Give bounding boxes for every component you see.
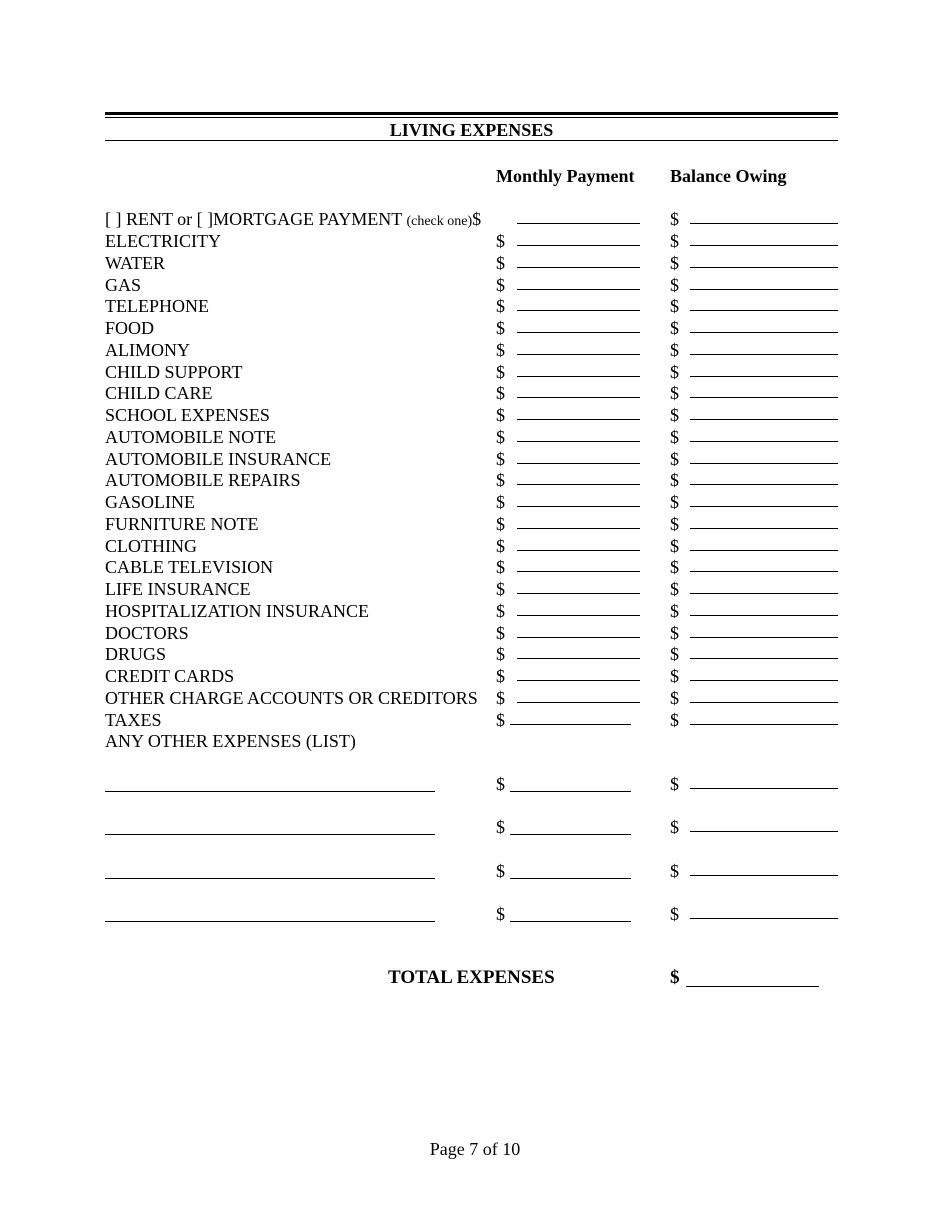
balance-currency: $ xyxy=(670,209,679,229)
balance-owing-field[interactable] xyxy=(690,245,838,246)
balance-currency: $ xyxy=(670,361,679,382)
monthly-currency: $ xyxy=(496,904,505,924)
page-footer: Page 7 of 10 xyxy=(429,1139,521,1159)
monthly-currency: $ xyxy=(496,426,505,447)
monthly-payment-field[interactable] xyxy=(517,702,640,703)
expense-row xyxy=(0,339,950,361)
expense-row xyxy=(0,404,950,426)
monthly-payment-field[interactable] xyxy=(517,658,640,659)
monthly-payment-field[interactable] xyxy=(517,463,640,464)
monthly-payment-field[interactable] xyxy=(510,791,631,792)
balance-owing-field[interactable] xyxy=(690,550,838,551)
expense-row xyxy=(0,600,950,622)
balance-owing-field[interactable] xyxy=(690,332,838,333)
balance-owing-field[interactable] xyxy=(690,376,838,377)
expense-row xyxy=(0,578,950,600)
check-one-note: (check one) xyxy=(406,214,473,229)
balance-owing-field[interactable] xyxy=(690,918,838,919)
monthly-currency: $ xyxy=(496,383,505,404)
other-expense-description-field[interactable] xyxy=(105,878,435,879)
expense-label: FURNITURE NOTE xyxy=(105,513,259,534)
balance-owing-field[interactable] xyxy=(690,528,838,529)
monthly-payment-field[interactable] xyxy=(517,397,640,398)
monthly-payment-field[interactable] xyxy=(517,267,640,268)
balance-owing-field[interactable] xyxy=(690,724,838,725)
expense-row-rent-mortgage xyxy=(0,208,950,230)
balance-owing-field[interactable] xyxy=(690,484,838,485)
balance-owing-field[interactable] xyxy=(690,875,838,876)
monthly-currency: $ xyxy=(496,861,505,881)
expense-label: OTHER CHARGE ACCOUNTS OR CREDITORS xyxy=(105,687,478,708)
monthly-currency: $ xyxy=(496,470,505,491)
monthly-payment-field[interactable] xyxy=(517,419,640,420)
top-thin-rule xyxy=(105,117,838,118)
balance-currency: $ xyxy=(670,579,679,599)
balance-currency: $ xyxy=(670,904,679,924)
balance-owing-header: Balance Owing xyxy=(670,166,787,186)
expense-label: ELECTRICITY xyxy=(105,231,221,251)
balance-owing-field[interactable] xyxy=(690,354,838,355)
balance-currency: $ xyxy=(670,383,679,404)
monthly-payment-field[interactable] xyxy=(510,834,631,835)
expense-row xyxy=(0,426,950,448)
balance-currency: $ xyxy=(670,513,679,534)
monthly-payment-field[interactable] xyxy=(517,680,640,681)
balance-currency: $ xyxy=(670,470,679,491)
balance-currency: $ xyxy=(670,339,679,360)
monthly-currency: $ xyxy=(496,535,505,556)
monthly-currency: $ xyxy=(496,361,505,382)
monthly-payment-field[interactable] xyxy=(510,724,631,725)
monthly-currency: $ xyxy=(496,252,505,273)
expense-row xyxy=(0,361,950,383)
balance-currency: $ xyxy=(670,448,679,469)
expense-row xyxy=(0,513,950,535)
expense-row xyxy=(0,556,950,578)
expense-label: CREDIT CARDS xyxy=(105,666,235,686)
balance-owing-field[interactable] xyxy=(690,289,838,290)
monthly-currency: $ xyxy=(496,557,505,578)
monthly-currency: $ xyxy=(496,339,505,360)
monthly-payment-field[interactable] xyxy=(517,376,640,377)
balance-owing-field[interactable] xyxy=(690,419,838,420)
monthly-payment-field[interactable] xyxy=(517,441,640,442)
expense-label: GASOLINE xyxy=(105,492,195,512)
expense-row xyxy=(0,491,950,513)
balance-owing-field[interactable] xyxy=(690,506,838,507)
balance-currency: $ xyxy=(670,274,679,295)
expense-label: DOCTORS xyxy=(105,622,189,643)
total-currency: $ xyxy=(670,967,680,988)
other-expense-description-field[interactable] xyxy=(105,791,435,792)
balance-owing-field[interactable] xyxy=(690,658,838,659)
balance-currency: $ xyxy=(670,687,679,708)
balance-owing-field[interactable] xyxy=(690,593,838,594)
monthly-currency: $ xyxy=(496,666,505,686)
expense-row xyxy=(0,448,950,470)
top-double-rule xyxy=(105,112,838,115)
expense-label: ALIMONY xyxy=(105,339,190,360)
balance-owing-field[interactable] xyxy=(690,310,838,311)
balance-owing-field[interactable] xyxy=(690,267,838,268)
monthly-payment-header: Monthly Payment xyxy=(496,166,635,186)
balance-owing-field[interactable] xyxy=(690,571,838,572)
balance-owing-field[interactable] xyxy=(690,615,838,616)
balance-currency: $ xyxy=(670,426,679,447)
monthly-payment-field[interactable] xyxy=(517,289,640,290)
other-expenses-row xyxy=(0,730,950,752)
balance-owing-field[interactable] xyxy=(690,463,838,464)
expense-label: TAXES xyxy=(105,709,162,730)
monthly-currency: $ xyxy=(496,579,505,599)
expense-label: SCHOOL EXPENSES xyxy=(105,405,270,425)
expense-row xyxy=(0,643,950,665)
monthly-currency: $ xyxy=(472,209,482,229)
total-expenses-field[interactable] xyxy=(686,986,819,987)
balance-currency: $ xyxy=(670,709,679,730)
page-title: LIVING EXPENSES xyxy=(389,120,554,140)
expense-row xyxy=(0,295,950,317)
balance-currency: $ xyxy=(670,600,679,621)
expense-row xyxy=(0,665,950,687)
other-expenses-label: ANY OTHER EXPENSES (LIST) xyxy=(105,731,356,752)
expense-row xyxy=(0,469,950,491)
monthly-payment-field[interactable] xyxy=(517,637,640,638)
expense-label: AUTOMOBILE INSURANCE xyxy=(105,448,332,469)
monthly-payment-field[interactable] xyxy=(517,484,640,485)
monthly-payment-field[interactable] xyxy=(517,310,640,311)
balance-currency: $ xyxy=(670,231,679,251)
balance-currency: $ xyxy=(670,622,679,643)
monthly-payment-field[interactable] xyxy=(517,506,640,507)
expense-row xyxy=(0,274,950,296)
balance-currency: $ xyxy=(670,296,679,317)
expense-row xyxy=(0,535,950,557)
expense-label: WATER xyxy=(105,252,165,273)
monthly-payment-field[interactable] xyxy=(517,223,640,224)
balance-currency: $ xyxy=(670,644,679,665)
expense-label: HOSPITALIZATION INSURANCE xyxy=(105,600,370,621)
expense-row xyxy=(0,622,950,644)
balance-currency: $ xyxy=(670,861,679,881)
balance-currency: $ xyxy=(670,318,679,338)
expense-label: AUTOMOBILE REPAIRS xyxy=(105,470,301,491)
monthly-currency: $ xyxy=(496,817,505,837)
monthly-payment-field[interactable] xyxy=(517,528,640,529)
expense-label: LIFE INSURANCE xyxy=(105,579,251,599)
monthly-payment-field[interactable] xyxy=(517,354,640,355)
balance-owing-field[interactable] xyxy=(690,637,838,638)
balance-currency: $ xyxy=(670,774,679,794)
expense-label: FOOD xyxy=(105,318,155,338)
expense-row xyxy=(0,687,950,709)
rent-mortgage-label: [ ] RENT or [ ]MORTGAGE PAYMENT xyxy=(105,209,402,229)
balance-currency: $ xyxy=(670,405,679,425)
balance-owing-field[interactable] xyxy=(690,397,838,398)
monthly-currency: $ xyxy=(496,644,505,665)
balance-owing-field[interactable] xyxy=(690,788,838,789)
expense-row xyxy=(0,709,950,731)
balance-currency: $ xyxy=(670,557,679,578)
monthly-payment-field[interactable] xyxy=(517,593,640,594)
monthly-payment-field[interactable] xyxy=(517,550,640,551)
balance-currency: $ xyxy=(670,666,679,686)
monthly-currency: $ xyxy=(496,274,505,295)
monthly-currency: $ xyxy=(496,231,505,251)
title-underline xyxy=(105,140,838,141)
balance-owing-field[interactable] xyxy=(690,702,838,703)
monthly-currency: $ xyxy=(496,687,505,708)
monthly-payment-field[interactable] xyxy=(517,245,640,246)
monthly-currency: $ xyxy=(496,709,505,730)
expense-label: GAS xyxy=(105,274,142,295)
monthly-payment-field[interactable] xyxy=(510,921,631,922)
monthly-payment-field[interactable] xyxy=(517,571,640,572)
expense-label: DRUGS xyxy=(105,644,167,665)
monthly-payment-field[interactable] xyxy=(517,332,640,333)
balance-currency: $ xyxy=(670,252,679,273)
expense-label: CABLE TELEVISION xyxy=(105,557,274,578)
expense-row xyxy=(0,317,950,339)
monthly-payment-field[interactable] xyxy=(510,878,631,879)
balance-owing-field[interactable] xyxy=(690,441,838,442)
monthly-currency: $ xyxy=(496,622,505,643)
expense-row xyxy=(0,230,950,252)
expense-row xyxy=(0,382,950,404)
balance-currency: $ xyxy=(670,492,679,512)
monthly-currency: $ xyxy=(496,296,505,317)
monthly-currency: $ xyxy=(496,513,505,534)
monthly-currency: $ xyxy=(496,405,505,425)
expense-row xyxy=(0,252,950,274)
monthly-currency: $ xyxy=(496,448,505,469)
total-expenses-label: TOTAL EXPENSES xyxy=(388,967,555,988)
expense-label: CHILD SUPPORT xyxy=(105,361,243,382)
other-expense-description-field[interactable] xyxy=(105,834,435,835)
monthly-currency: $ xyxy=(496,774,505,794)
expense-label: AUTOMOBILE NOTE xyxy=(105,426,277,447)
balance-owing-field[interactable] xyxy=(690,223,838,224)
balance-owing-field[interactable] xyxy=(690,831,838,832)
monthly-currency: $ xyxy=(496,600,505,621)
expense-label: TELEPHONE xyxy=(105,296,209,317)
expense-label: CHILD CARE xyxy=(105,383,213,404)
monthly-currency: $ xyxy=(496,318,505,338)
balance-currency: $ xyxy=(670,535,679,556)
monthly-payment-field[interactable] xyxy=(517,615,640,616)
monthly-currency: $ xyxy=(496,492,505,512)
expense-label: CLOTHING xyxy=(105,535,197,556)
balance-owing-field[interactable] xyxy=(690,680,838,681)
balance-currency: $ xyxy=(670,817,679,837)
other-expense-description-field[interactable] xyxy=(105,921,435,922)
